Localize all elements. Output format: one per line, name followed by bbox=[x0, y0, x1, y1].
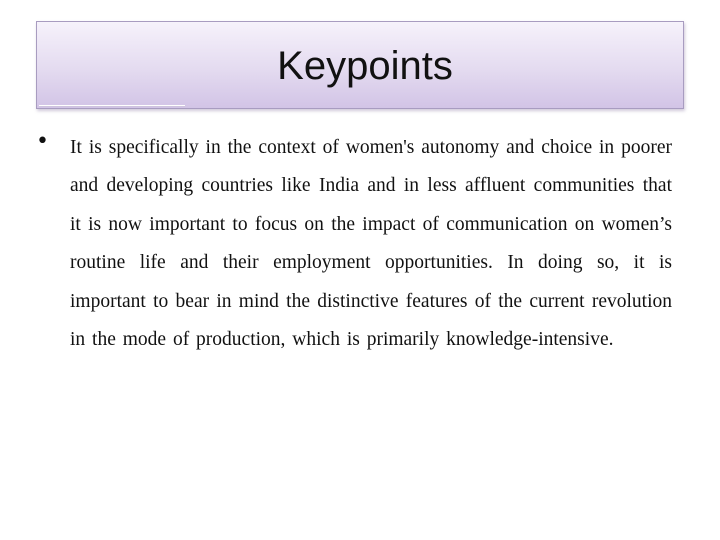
bullet-icon: • bbox=[36, 129, 49, 154]
title-underline-accent bbox=[39, 105, 185, 106]
slide-title: Keypoints bbox=[277, 44, 453, 88]
title-banner bbox=[36, 21, 684, 109]
bullet-text: It is specifically in the context of women's autonomy and choice in poorer and developing countries like India and in less affluent communities that it is now important to focus on the impact of communication on women’s routine life and their employment opportunities. In doing so, it is important to bear in mind the distinctive features of the current revolution in the mode of production, which is primarily knowledge‑intensive. bbox=[70, 137, 672, 351]
